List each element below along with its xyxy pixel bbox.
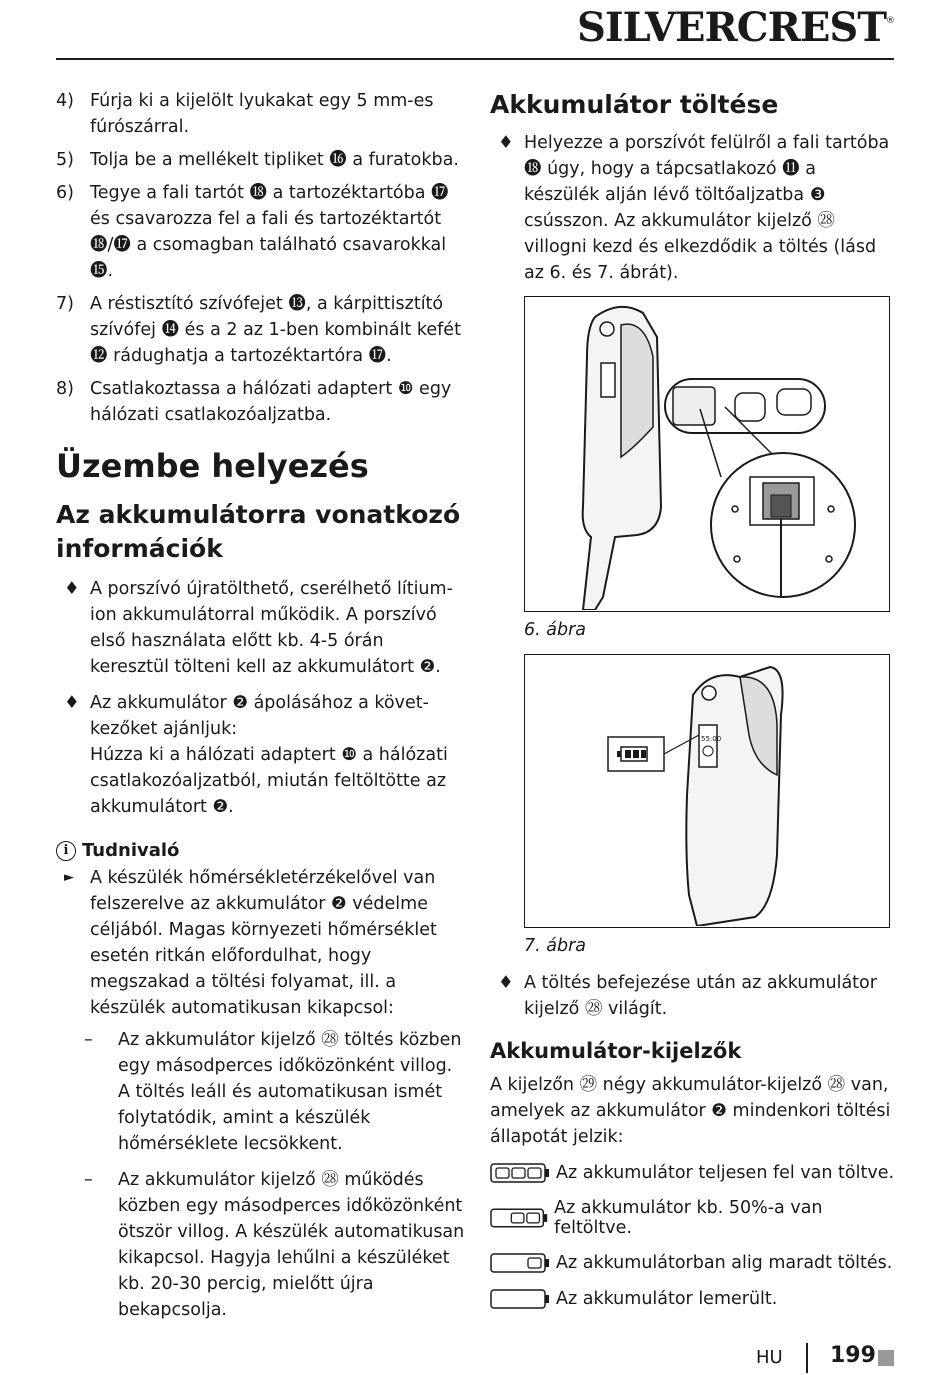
step-number: 4) (56, 91, 74, 111)
figure-7-caption: 7. ábra (524, 936, 587, 956)
dash-bullet-icon: – (84, 1030, 93, 1050)
bullet-text (90, 690, 466, 820)
battery-state-text: Az akkumulátor kb. 50%-a van feltöltve. (554, 1198, 823, 1238)
diamond-bullet-icon: ♦ (498, 973, 514, 993)
step-number: 7) (56, 294, 74, 314)
vacuum-display-drawing (525, 655, 888, 926)
step-text: A réstisztító szívófejet ⓭, a kárpittisztító szívófej ⓮ és a 2 az 1-ben kombinált kefét ⓬ rádughatja a tartozéktartóra ⓱. (90, 294, 461, 366)
bullet-item (490, 130, 895, 286)
left-column (56, 88, 466, 1333)
diamond-bullet-icon: ♦ (64, 579, 80, 599)
notice-title: Tudnivaló (82, 840, 180, 861)
dash-paragraph: Az akkumulátor kijelző ㉘ töltés közben egy másodperces időközönként villog. (118, 1030, 462, 1076)
notice-heading (56, 840, 466, 861)
section-title: Üzembe helyezés (56, 447, 369, 485)
bullet-item (56, 576, 466, 680)
battery-low-icon (490, 1252, 550, 1274)
step-item (56, 180, 466, 284)
battery-state-text: Az akkumulátor teljesen fel van töltve. (556, 1163, 895, 1183)
step-item (56, 291, 466, 369)
step-number: 8) (56, 379, 74, 399)
notice-item (56, 865, 466, 1021)
step-text: Tegye a fali tartót ⓲ a tartozéktartóba ⓱ és csavarozza fel a fali és tartozéktartót ⓲/⓱ a csomagban található csavarokkal ⓯. (90, 183, 449, 281)
dash-text: Az akkumulátor kijelző ㉘ működés közben egy másodperces időközönként ötször villog. A készülék automatikusan kikapcsol. Hagyja lehűlni a készüléket kb. 20-30 percig, mielőtt újra bekapcsolja. (118, 1170, 465, 1320)
battery-state-row (490, 1252, 895, 1274)
figure-6-illustration (524, 296, 890, 612)
footer-square-icon (878, 1350, 894, 1366)
dash-paragraph: A töltés leáll és automatikusan ismét folytatódik, amint a készülék hőmérséklete lecsökkent. (118, 1082, 443, 1154)
page-number: 199 (830, 1343, 876, 1368)
battery-state-row (490, 1288, 895, 1310)
battery-state-row (490, 1162, 895, 1184)
bullet-text: Helyezze a porszívót felülről a fali tartóba ⓲ úgy, hogy a tápcsatlakozó ⓫ a készülék alján lévő töltőaljzatba ❸ csússzon. Az akkumulátor kijelző ㉘ villogni kezd és elkezdődik a töltés (lásd az 6. és 7. ábrát). (524, 133, 890, 283)
dash-text (118, 1027, 466, 1157)
subsection-title: Akkumulátor-kijelzők (490, 1039, 742, 1063)
figure-7-illustration (524, 654, 890, 928)
diamond-bullet-icon: ♦ (64, 693, 80, 713)
right-column (490, 88, 895, 1324)
step-item (56, 376, 466, 428)
subsection-title: Az akkumulátorra vonatkozó információk (56, 500, 461, 563)
battery-intro: A kijelzőn ㉙ négy akkumulátor-kijelző ㉘ van, amelyek az akkumulátor ❷ mindenkori töltési állapotát jelzik: (490, 1075, 891, 1147)
dash-item (84, 1027, 466, 1157)
figure-6-caption: 6. ábra (524, 620, 587, 640)
step-text: Tolja be a mellékelt tipliket ⓰ a furatokba. (90, 150, 459, 170)
dash-item (84, 1167, 466, 1323)
subsection-title: Akkumulátor töltése (490, 90, 779, 119)
dash-bullet-icon: – (84, 1170, 93, 1190)
triangle-bullet-icon: ► (64, 870, 74, 885)
step-number: 5) (56, 150, 74, 170)
diamond-bullet-icon: ♦ (498, 133, 514, 153)
display-time-text: 55:00 (701, 735, 722, 743)
battery-state-text: Az akkumulátorban alig maradt töltés. (556, 1253, 893, 1273)
step-number: 6) (56, 183, 74, 203)
battery-full-icon (490, 1162, 550, 1184)
step-text: Fúrja ki a kijelölt lyukakat egy 5 mm-es fúrószárral. (90, 91, 434, 137)
notice-text: A készülék hőmérsékletérzékelővel van felszerelve az akkumulátor ❷ védelme céljából. Magas környezeti hőmérséklet esetén ritkán előfordulhat, hogy megszakad a töltési folyamat, ill. a készülék automatikusan kikapcsol: (90, 868, 437, 1018)
battery-state-text: Az akkumulátor lemerült. (556, 1289, 778, 1309)
step-item (56, 88, 466, 140)
battery-state-row (490, 1198, 895, 1238)
bullet-item (56, 690, 466, 820)
info-icon: i (56, 841, 76, 861)
bullet-text: A porszívó újratölthető, cserélhető lítium-ion akkumulátorral működik. A porszívó első használata előtt kb. 4-5 órán keresztül tölteni kell az akkumulátort ❷. (90, 579, 453, 677)
bullet-paragraph: Az akkumulátor ❷ ápolásához a következőket ajánljuk: (90, 693, 429, 739)
footer-divider (806, 1343, 808, 1373)
header-rule (56, 58, 894, 60)
battery-empty-icon (490, 1288, 550, 1310)
footer-language: HU (756, 1347, 783, 1368)
step-text: Csatlakoztassa a hálózati adaptert ❿ egy hálózati csatlakozóaljzatba. (90, 379, 452, 425)
bullet-text: A töltés befejezése után az akkumulátor kijelző ㉘ világít. (524, 973, 877, 1019)
brand-logo: SILVERCREST® (577, 4, 894, 51)
battery-half-icon (490, 1207, 548, 1229)
step-item (56, 147, 466, 173)
bullet-item (490, 970, 895, 1022)
bullet-paragraph: Húzza ki a hálózati adaptert ❿ a hálózati csatlakozóaljzatból, miután feltöltötte az akkumulátort ❷. (90, 745, 448, 817)
vacuum-wall-mount-drawing (525, 297, 888, 610)
